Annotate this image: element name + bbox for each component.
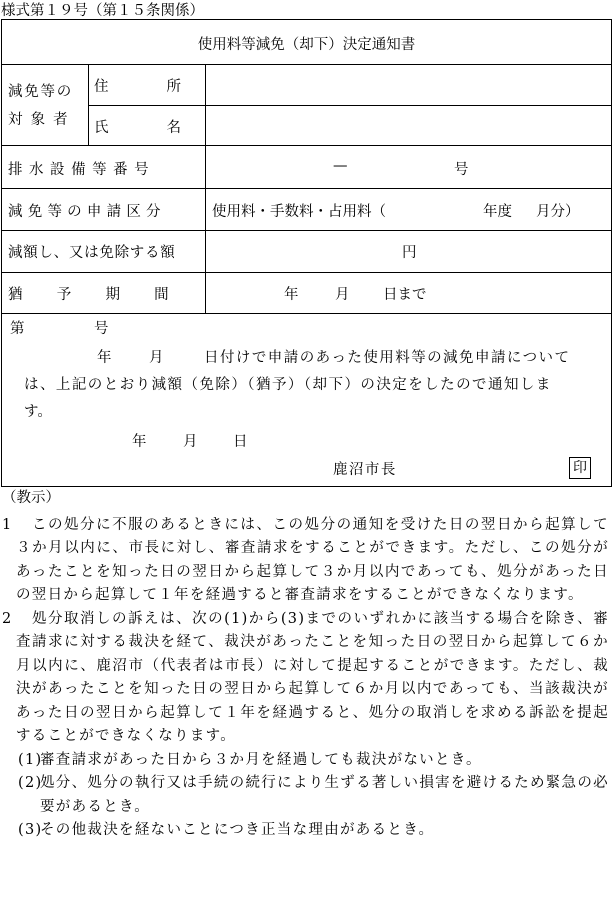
drain-number-dash: — bbox=[333, 158, 348, 174]
msg-year: 年 bbox=[97, 350, 112, 366]
grace-month: 月 bbox=[335, 287, 350, 303]
category-label: 減免等の申請区分 bbox=[8, 204, 166, 220]
date-year: 年 bbox=[132, 434, 147, 450]
notice-sub-2 bbox=[0, 772, 613, 819]
msg-line3: す。 bbox=[24, 404, 52, 420]
row-divider bbox=[88, 105, 611, 106]
category-year: 年度 bbox=[483, 204, 512, 220]
address-value-field[interactable] bbox=[208, 68, 606, 102]
row-divider bbox=[2, 64, 611, 65]
date-month: 月 bbox=[183, 434, 198, 450]
grace-year: 年 bbox=[284, 287, 299, 303]
grace-until: 日まで bbox=[383, 287, 427, 303]
applicant-label-line2: 対 象 者 bbox=[8, 112, 70, 128]
form-title: 使用料等減免（却下）決定通知書 bbox=[197, 37, 416, 53]
msg-month: 月 bbox=[149, 350, 164, 366]
item-number: 2 bbox=[2, 610, 12, 627]
sub-text: その他裁決を経ないことにつき正当な理由があるとき。 bbox=[40, 822, 435, 838]
sub-number: (1) bbox=[18, 751, 43, 768]
notice-item-1 bbox=[0, 514, 613, 608]
grace-label: 猶 予 期 間 bbox=[8, 287, 179, 303]
row-divider bbox=[2, 230, 611, 231]
appeal-notice bbox=[0, 487, 613, 843]
sub-text: 審査請求があった日から３か月を経過しても裁決がないとき。 bbox=[40, 751, 482, 768]
row-divider bbox=[2, 188, 611, 189]
sub-text: 処分、処分の執行又は手続の続行により生ずる著しい損害を避けるため緊急の必要があるとき。 bbox=[40, 775, 609, 815]
row-divider bbox=[2, 145, 611, 146]
address-label: 住 所 bbox=[94, 79, 181, 95]
name-label: 氏 名 bbox=[94, 120, 181, 136]
item-text: 処分取消しの訴えは、次の(1)から(3)までのいずれかに該当する場合を除き、審査請求に対する裁決を経て、裁決があったことを知った日の翌日から起算して６か月以内に、鹿沼市（代表者は市長）に対して提起することができます。ただし、裁決があったことを知った日の翌日から起算して６か月以内であっても、当該裁決があった日の翌日から起算して１年を経過すると、処分の取消しを求める訴訟を提起することができなくなります。 bbox=[16, 610, 609, 744]
drain-number-label: 排水設備等番号 bbox=[8, 162, 156, 178]
reference-go: 号 bbox=[94, 321, 109, 337]
column-divider bbox=[88, 64, 89, 145]
form-number: 様式第１９号（第１５条関係） bbox=[1, 3, 204, 19]
column-divider bbox=[205, 64, 206, 313]
notification-form bbox=[1, 19, 612, 487]
row-divider bbox=[2, 313, 611, 314]
notice-sub-3 bbox=[0, 819, 613, 843]
msg-line1: 日付けで申請のあった使用料等の減免申請について bbox=[204, 350, 571, 366]
sub-number: (3) bbox=[18, 822, 43, 838]
category-month: 月分） bbox=[536, 204, 580, 220]
item-text: この処分に不服のあるときには、この処分の通知を受けた日の翌日から起算して３か月以内に、市長に対し、審査請求をすることができます。ただし、この処分があったことを知った日の翌日から起算して３か月以内であっても、処分があった日の翌日から起算して１年を経過すると審査請求をすることができなくなります。 bbox=[16, 516, 609, 603]
row-divider bbox=[2, 272, 611, 273]
msg-line2: は、上記のとおり減額（免除）（猶予）（却下）の決定をしたので通知しま bbox=[24, 377, 552, 393]
notice-sub-1 bbox=[0, 749, 613, 773]
item-number: 1 bbox=[2, 516, 12, 533]
drain-number-suffix: 号 bbox=[454, 162, 469, 178]
notice-heading: （教示） bbox=[2, 490, 60, 506]
sub-number: (2) bbox=[18, 775, 43, 791]
applicant-label-line1: 減免等の bbox=[8, 84, 73, 100]
reduction-label: 減額し、又は免除する額 bbox=[8, 245, 176, 261]
name-value-field[interactable] bbox=[208, 109, 606, 143]
notice-item-2 bbox=[0, 608, 613, 749]
category-value: 使用料・手数料・占用料（ bbox=[212, 204, 386, 220]
date-day: 日 bbox=[233, 434, 248, 450]
reference-dai: 第 bbox=[10, 321, 25, 337]
issuer-name: 鹿沼市長 bbox=[333, 462, 397, 478]
reduction-unit: 円 bbox=[402, 245, 417, 261]
seal-mark: 印 bbox=[569, 457, 591, 479]
